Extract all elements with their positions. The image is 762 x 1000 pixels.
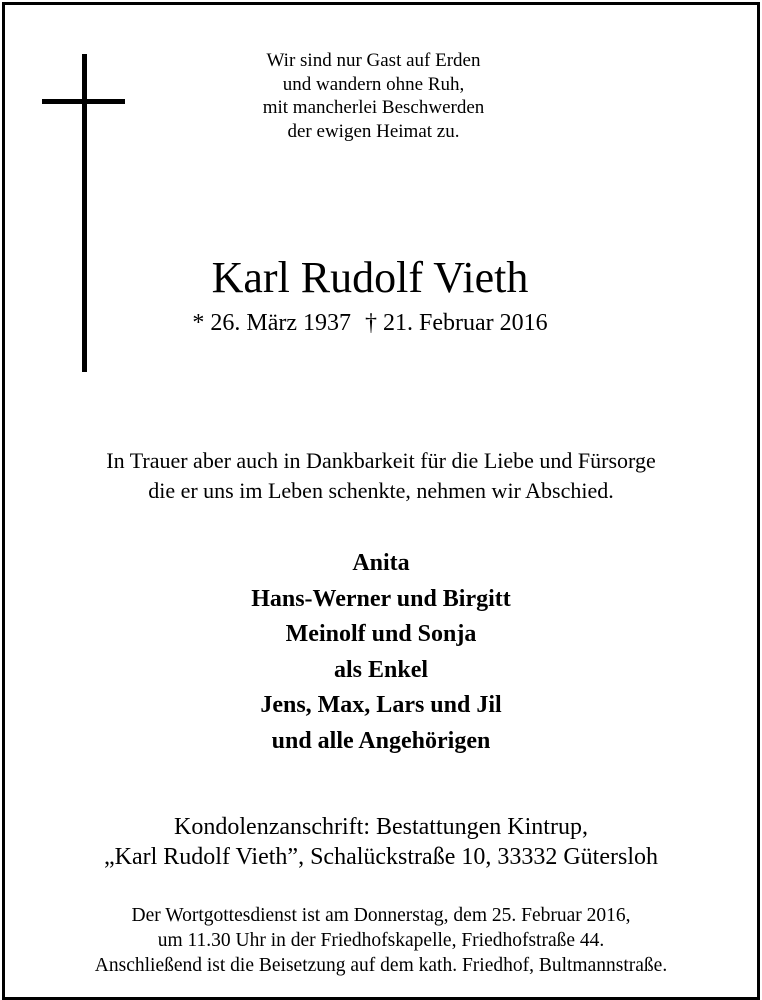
- life-dates: [150, 309, 590, 337]
- verse: [200, 49, 547, 143]
- verse-line: mit mancherlei Beschwerden: [262, 97, 485, 118]
- service-line: um 11.30 Uhr in der Friedhofskapelle, Friedhofstraße 44.: [157, 930, 605, 951]
- mourning-line: die er uns im Leben schenkte, nehmen wir Abschied.: [148, 478, 614, 503]
- cross-horizontal-bar: [42, 99, 125, 104]
- condolence-line: Kondolenzanschrift: Bestattungen Kintrup,: [174, 814, 588, 840]
- birth-date: * 26. März 1937: [192, 310, 351, 336]
- service-line: Der Wortgottesdienst ist am Donnerstag, dem 25. Februar 2016,: [131, 905, 631, 926]
- mourning-text: [20, 446, 742, 506]
- death-date: 21. Februar 2016: [383, 310, 548, 336]
- family-member: und alle Angehörigen: [271, 727, 491, 754]
- family-member: Meinolf und Sonja: [285, 621, 477, 647]
- family-member: Anita: [352, 550, 410, 576]
- mourning-line: In Trauer aber auch in Dankbarkeit für die Liebe und Fürsorge: [106, 448, 656, 473]
- verse-line: und wandern ohne Ruh,: [282, 73, 465, 95]
- verse-line: Wir sind nur Gast auf Erden: [266, 50, 481, 71]
- family-member: als Enkel: [333, 656, 429, 683]
- service-line: Anschließend ist die Beisetzung auf dem kath. Friedhof, Bultmannstraße.: [94, 955, 668, 976]
- condolence-address: [20, 812, 742, 872]
- condolence-line: „Karl Rudolf Vieth”, Schalückstraße 10, 33332 Gütersloh: [104, 844, 658, 870]
- family-member: Hans-Werner und Birgitt: [251, 585, 511, 612]
- service-info: [10, 903, 752, 978]
- family-list: [120, 546, 642, 759]
- dagger-icon: †: [365, 310, 377, 336]
- verse-line: der ewigen Heimat zu.: [287, 120, 460, 142]
- deceased-name: Karl Rudolf Vieth: [211, 253, 529, 302]
- family-member: Jens, Max, Lars und Jil: [260, 692, 502, 718]
